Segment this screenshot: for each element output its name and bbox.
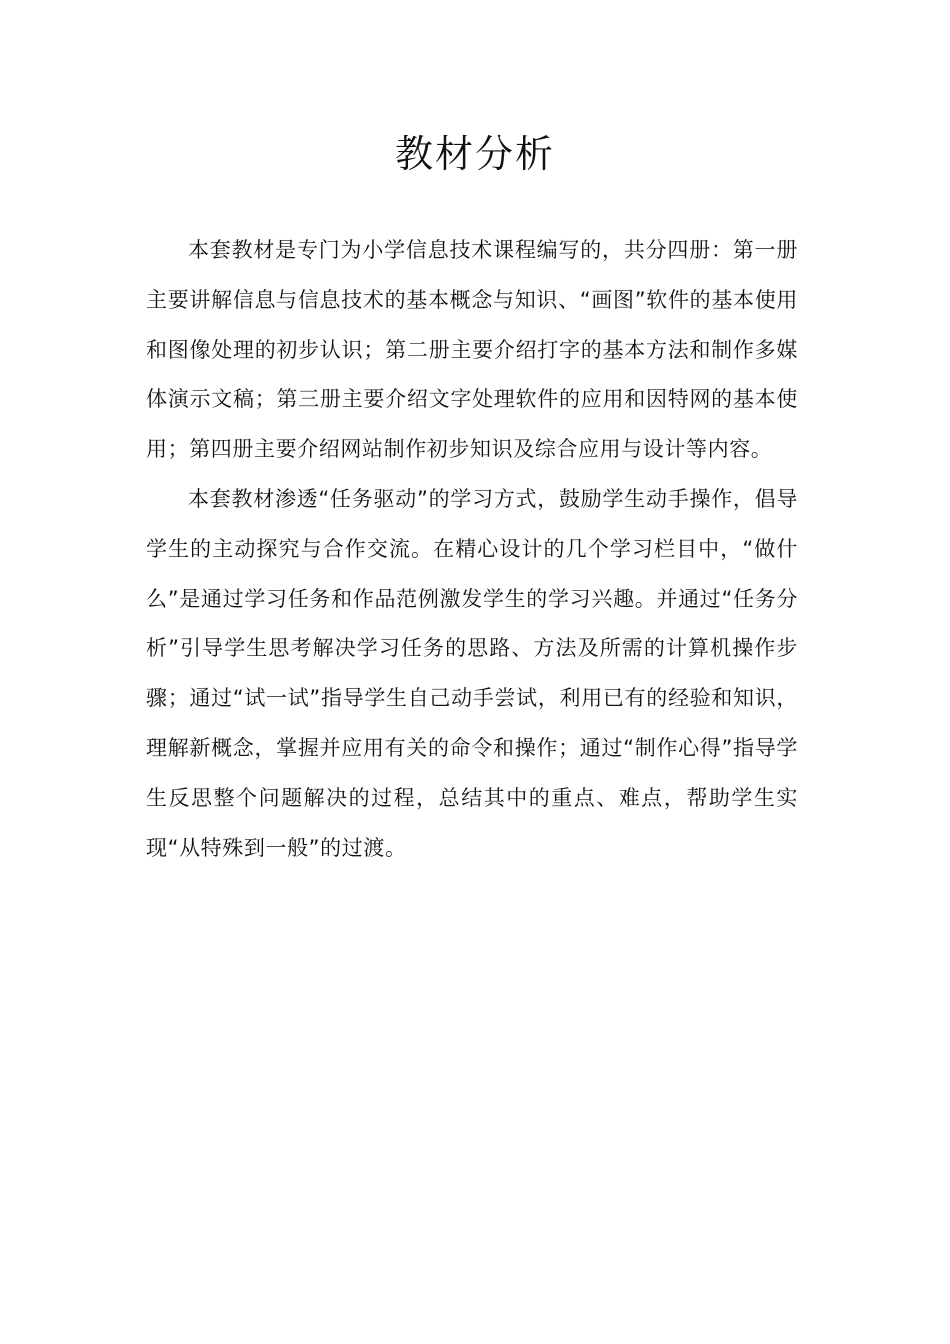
paragraph-teaching-approach: 本套教材渗透“任务驱动”的学习方式，鼓励学生动手操作，倡导学生的主动探究与合作交流。在精心设计的几个学习栏目中，“做什么”是通过学习任务和作品范例激发学生的学习兴趣。并通过“任务分析”引导学生思考解决学习任务的思路、方法及所需的计算机操作步骤；通过“试一试”指导学生自己动手尝试，利用已有的经验和知识，理解新概念，掌握并应用有关的命令和操作；通过“制作心得”指导学生反思整个问题解决的过程，总结其中的重点、难点，帮助学生实现“从特殊到一般”的过渡。 <box>146 486 798 860</box>
document-title: 教材分析 <box>394 132 555 176</box>
document-body <box>146 226 798 873</box>
paragraph-textbook-overview: 本套教材是专门为小学信息技术课程编写的，共分四册：第一册主要讲解信息与信息技术的基本概念与知识、“画图”软件的基本使用和图像处理的初步认识；第二册主要介绍打字的基本方法和制作多媒体演示文稿；第三册主要介绍文字处理软件的应用和因特网的基本使用；第四册主要介绍网站制作初步知识及综合应用与设计等内容。 <box>146 238 798 462</box>
